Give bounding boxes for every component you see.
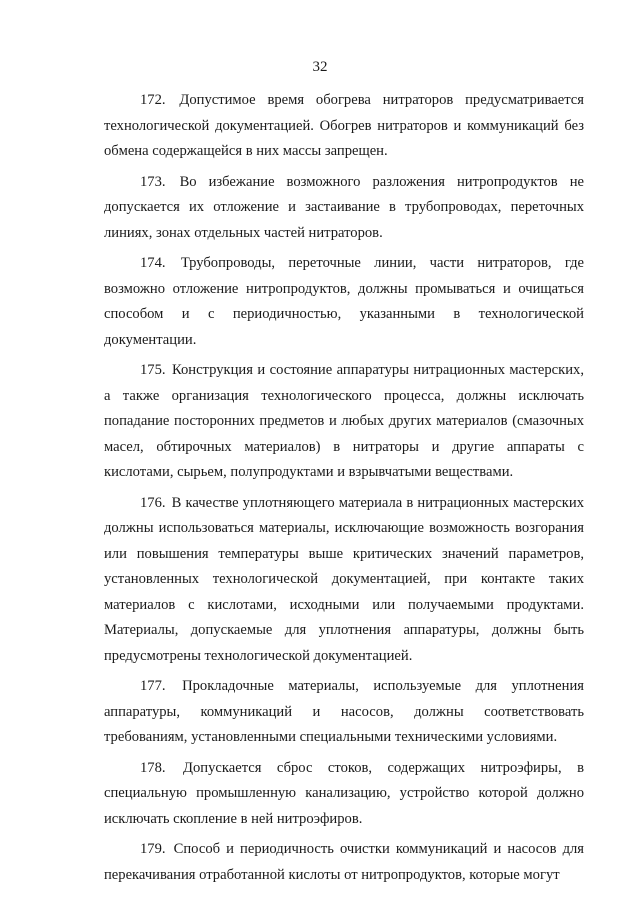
paragraph-number: 174. bbox=[140, 255, 166, 271]
paragraph-number: 176. bbox=[140, 494, 166, 511]
paragraph-text: Допускается сброс стоков, содержащих нитроэфиры, в специальную промышленную канализацию, устройство которой должно исключать скопление в ней нитроэфиров. bbox=[104, 759, 584, 827]
paragraph-text: В качестве уплотняющего материала в нитрационных мастерских должны использоваться материалы, исключающие возможность возгорания или повышения температуры выше критических значений параметров, установленных технологической документацией, при контакте таких материалов с кислотами, исходными или получаемыми продуктами. Материалы, допускаемые для уплотнения аппаратуры, должны быть предусмотрены технологической документацией. bbox=[104, 494, 584, 664]
paragraph-177 bbox=[104, 674, 584, 751]
paragraph-174 bbox=[104, 251, 584, 353]
paragraph-text: Допустимое время обогрева нитраторов предусматривается технологической документацией. Обогрев нитраторов и коммуникаций без обмена содержащейся в них массы запрещен. bbox=[104, 92, 584, 159]
paragraph-176 bbox=[104, 491, 584, 670]
page-number: 32 bbox=[312, 59, 328, 75]
paragraph-number: 172. bbox=[140, 92, 166, 108]
paragraph-text: Способ и периодичность очистки коммуникаций и насосов для перекачивания отработанной кислоты от нитропродуктов, которые могут bbox=[104, 841, 584, 883]
paragraph-173 bbox=[104, 170, 584, 247]
paragraph-number: 175. bbox=[140, 362, 166, 378]
paragraph-text: Во избежание возможного разложения нитропродуктов не допускается их отложение и застаивание в трубопроводах, переточных линиях, зонах отдельных частей нитраторов. bbox=[104, 173, 584, 241]
paragraph-number: 179. bbox=[140, 841, 166, 857]
paragraph-175 bbox=[104, 358, 584, 486]
paragraph-178 bbox=[104, 756, 584, 833]
paragraph-172 bbox=[104, 88, 584, 165]
paragraph-number: 178. bbox=[140, 759, 166, 776]
paragraph-text: Конструкция и состояние аппаратуры нитрационных мастерских, а также организация технологического процесса, должны исключать попадание посторонних предметов и любых других материалов (смазочных масел, обтирочных материалов) в нитраторы и другие аппараты с кислотами, сырьем, полупродуктами и взрывчатыми веществами. bbox=[104, 362, 584, 480]
paragraph-text: Трубопроводы, переточные линии, части нитраторов, где возможно отложение нитропродуктов, должны промываться и очищаться способом и с периодичностью, указанными в технологической документации. bbox=[104, 255, 584, 348]
paragraph-179 bbox=[104, 837, 584, 888]
paragraph-number: 173. bbox=[140, 173, 166, 190]
paragraph-number: 177. bbox=[140, 678, 166, 694]
document-body bbox=[104, 88, 584, 893]
paragraph-text: Прокладочные материалы, используемые для уплотнения аппаратуры, коммуникаций и насосов, должны соответствовать требованиям, установленными специальными техническими условиями. bbox=[104, 678, 584, 745]
